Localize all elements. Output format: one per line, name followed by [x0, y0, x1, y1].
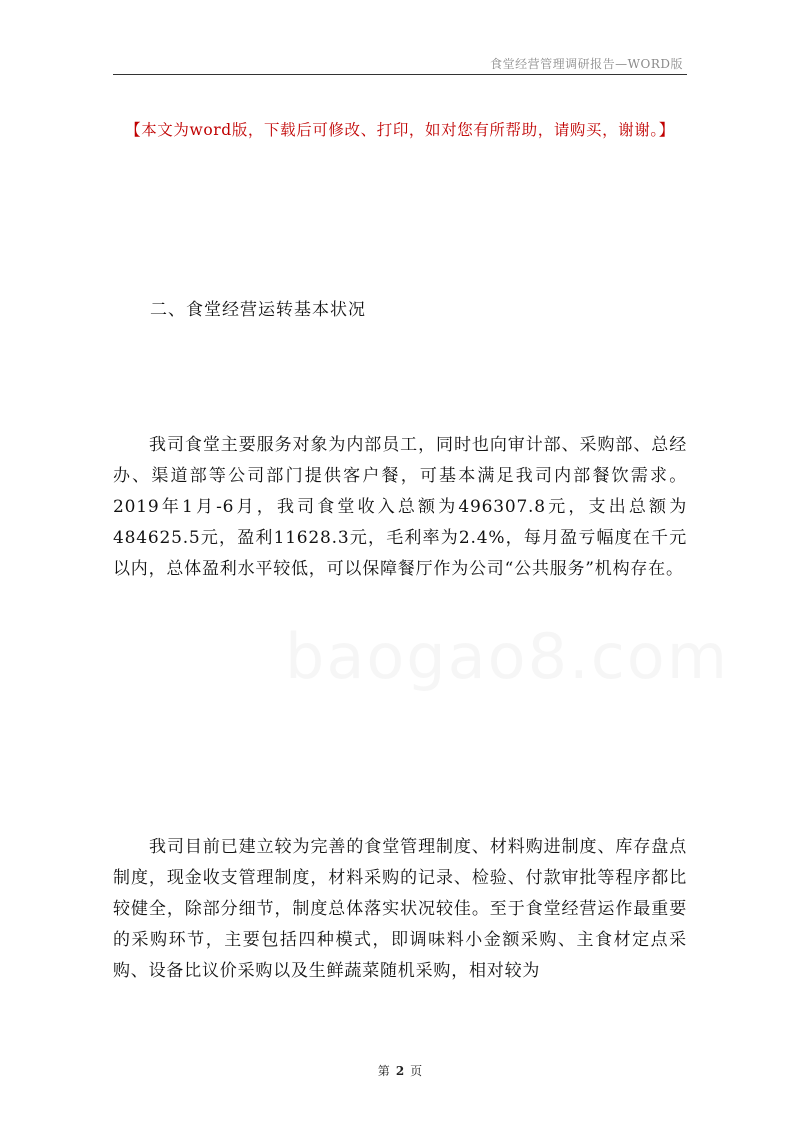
- notice-banner: 【本文为word版，下载后可修改、打印，如对您有所帮助，请购买，谢谢。】: [125, 121, 675, 139]
- footer-suffix: 页: [410, 1064, 423, 1078]
- section-heading: 二、食堂经营运转基本状况: [150, 300, 366, 320]
- paragraph-2: 我司目前已建立较为完善的食堂管理制度、材料购进制度、库存盘点制度，现金收支管理制度，材料采购的记录、检验、付款审批等程序都比较健全，除部分细节，制度总体落实状况较佳。至于食堂经营运作最重要的采购环节，主要包括四种模式，即调味料小金额采购、主食材定点采购、设备比议价采购以及生鲜蔬菜随机采购，相对较为: [113, 837, 687, 981]
- page-number: 2: [395, 1064, 405, 1078]
- page-footer: [0, 1062, 800, 1079]
- watermark: [285, 620, 729, 693]
- footer-prefix: 第: [377, 1064, 390, 1078]
- header-divider: [113, 74, 687, 75]
- paragraph-1: 我司食堂主要服务对象为内部员工，同时也向审计部、采购部、总经办、渠道部等公司部门提供客户餐，可基本满足我司内部餐饮需求。2019年1月-6月，我司食堂收入总额为496307.8元，支出总额为484625.5元，盈利11628.3元，毛利率为2.4%，每月盈亏幅度在千元以内，总体盈利水平较低，可以保障餐厅作为公司“公共服务”机构存在。: [113, 435, 687, 579]
- running-header: 食堂经营管理调研报告—WORD版: [490, 57, 683, 71]
